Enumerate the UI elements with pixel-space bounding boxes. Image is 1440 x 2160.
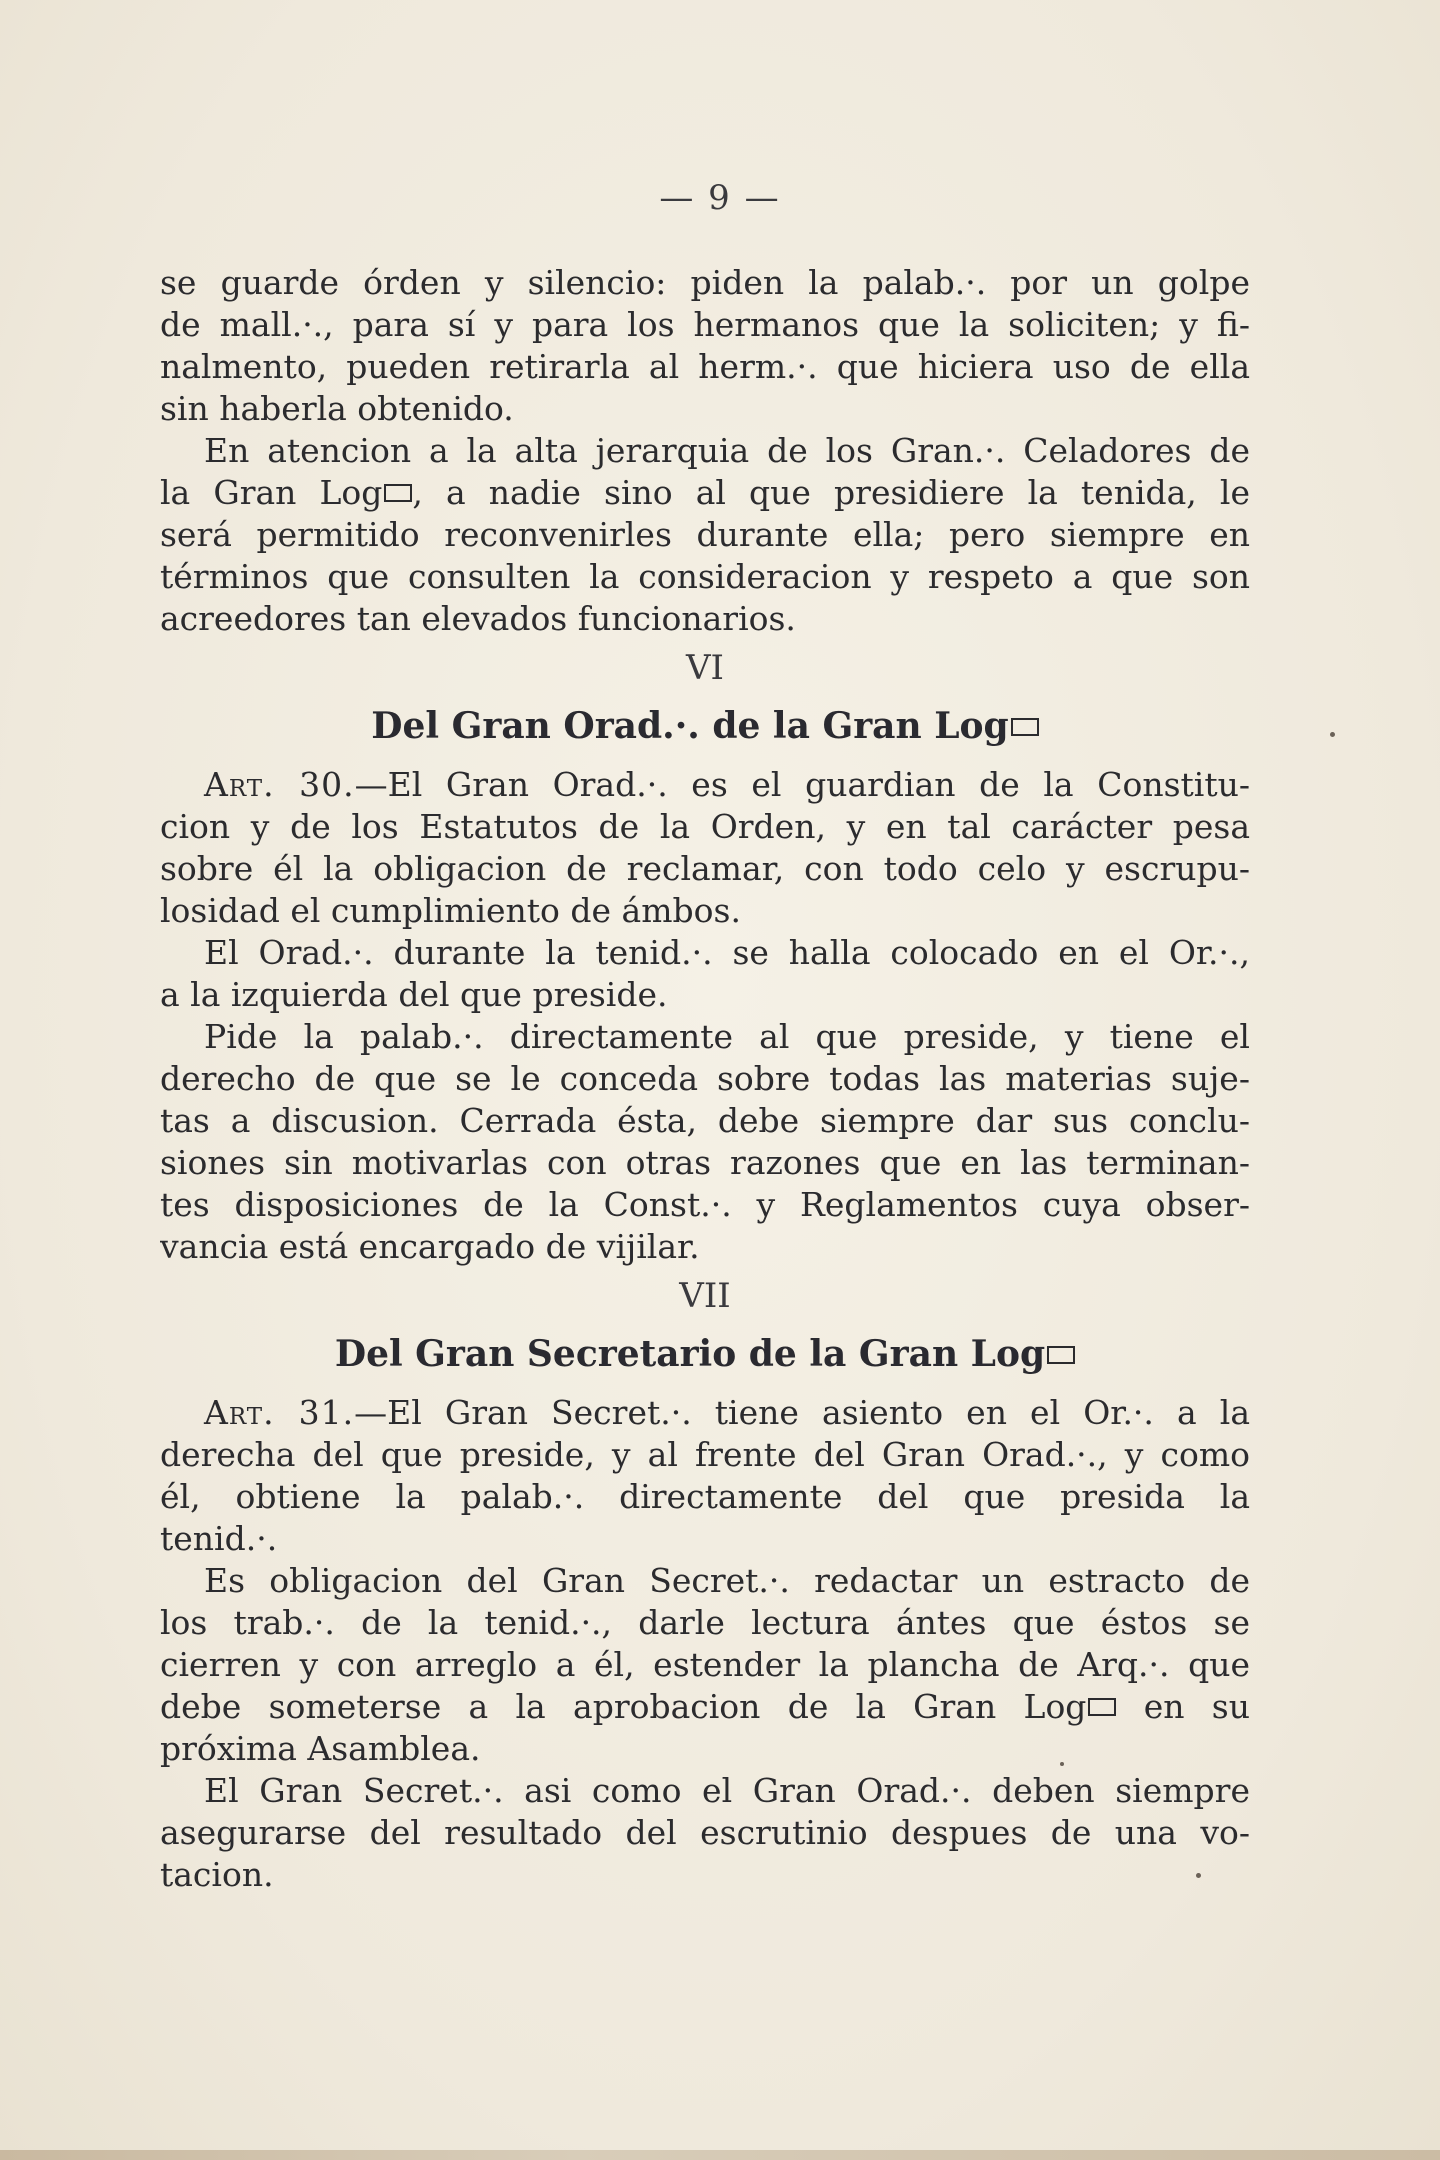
text-line: Es obligacion del Gran Secret.·. redactar un estracto de <box>204 1561 1250 1600</box>
text-line <box>160 764 1250 806</box>
section-numeral: VII <box>679 1276 731 1316</box>
text-line: acreedores tan elevados funcionarios. <box>160 599 796 638</box>
text-fragment: la Gran Log <box>160 473 383 512</box>
text-line: losidad el cumplimiento de ámbos. <box>160 891 741 930</box>
article-label: Art. 31. <box>204 1393 355 1432</box>
article-label: Art. 30. <box>204 765 355 804</box>
text-line: tes disposiciones de la Const.·. y Reglamentos cuya obser- <box>160 1185 1250 1224</box>
text-line: El Orad.·. durante la tenid.·. se halla colocado en el Or.·., <box>204 933 1250 972</box>
lodge-abbreviation-mark <box>384 484 412 502</box>
text-line: a la izquierda del que preside. <box>160 975 668 1014</box>
article-30 <box>160 764 1250 1268</box>
section-heading <box>160 1326 1250 1392</box>
text-line: será permitido reconvenirles durante ella; pero siempre en <box>160 515 1250 554</box>
lodge-abbreviation-mark <box>1088 1698 1116 1716</box>
text-fragment: —El Gran Orad.·. es el guardian de la Constitu- <box>354 765 1250 804</box>
page-body <box>160 262 1250 1896</box>
page-number: — 9 — <box>659 178 781 218</box>
text-fragment: —El Gran Secret.·. tiene asiento en el Or.·. a la <box>354 1393 1250 1432</box>
article-31 <box>160 1392 1250 1896</box>
page-bottom-edge <box>0 2150 1440 2160</box>
text-line: derecha del que preside, y al frente del Gran Orad.·., y como <box>160 1435 1250 1474</box>
text-line: El Gran Secret.·. asi como el Gran Orad.·. deben siempre <box>204 1771 1250 1810</box>
text-line: vancia está encargado de vijilar. <box>160 1227 700 1266</box>
text-line: cierren y con arreglo a él, estender la plancha de Arq.·. que <box>160 1645 1250 1684</box>
text-line: derecho de que se le conceda sobre todas las materias suje- <box>160 1059 1250 1098</box>
paragraph-order-silence <box>160 262 1250 430</box>
text-line: él, obtiene la palab.·. directamente del que presida la <box>160 1477 1250 1516</box>
text-line: términos que consulten la consideracion y respeto a que son <box>160 557 1250 596</box>
text-line: tacion. <box>160 1855 274 1894</box>
text-line: nalmento, pueden retirarla al herm.·. que hiciera uso de ella <box>160 347 1250 386</box>
section-numeral: VI <box>686 648 724 688</box>
text-line <box>160 472 1250 514</box>
text-line: asegurarse del resultado del escrutinio despues de una vo- <box>160 1813 1250 1852</box>
text-line: sin haberla obtenido. <box>160 389 514 428</box>
text-line: los trab.·. de la tenid.·., darle lectura ántes que éstos se <box>160 1603 1250 1642</box>
section-heading <box>160 698 1250 764</box>
heading-text: Del Gran Secretario de la Gran Log <box>334 1333 1046 1375</box>
text-line <box>160 1686 1250 1728</box>
text-line: cion y de los Estatutos de la Orden, y en tal carácter pesa <box>160 807 1250 846</box>
paper-speck <box>1060 1762 1064 1766</box>
text-line: En atencion a la alta jerarquia de los Gran.·. Celadores de <box>204 431 1250 470</box>
text-fragment: debe someterse a la aprobacion de la Gran Log <box>160 1687 1087 1726</box>
text-line: se guarde órden y silencio: piden la palab.·. por un golpe <box>160 263 1250 302</box>
lodge-abbreviation-mark <box>1047 1346 1075 1364</box>
lodge-abbreviation-mark <box>1011 718 1039 736</box>
paper-speck <box>1330 732 1335 737</box>
paper-speck <box>1196 1873 1201 1878</box>
text-fragment: , a nadie sino al que presidiere la tenida, le <box>412 473 1250 512</box>
text-line: tas a discusion. Cerrada ésta, debe siempre dar sus conclu- <box>160 1101 1250 1140</box>
text-line <box>160 1392 1250 1434</box>
text-line: sobre él la obligacion de reclamar, con todo celo y escrupu- <box>160 849 1250 888</box>
text-line: de mall.·., para sí y para los hermanos que la soliciten; y fi- <box>160 305 1250 344</box>
text-line: Pide la palab.·. directamente al que preside, y tiene el <box>204 1017 1250 1056</box>
text-line: tenid.·. <box>160 1519 278 1558</box>
paragraph-celadores <box>160 430 1250 640</box>
heading-text: Del Gran Orad.·. de la Gran Log <box>371 705 1009 747</box>
text-fragment: en su <box>1116 1687 1250 1726</box>
text-line: siones sin motivarlas con otras razones que en las terminan- <box>160 1143 1250 1182</box>
text-line: próxima Asamblea. <box>160 1729 481 1768</box>
